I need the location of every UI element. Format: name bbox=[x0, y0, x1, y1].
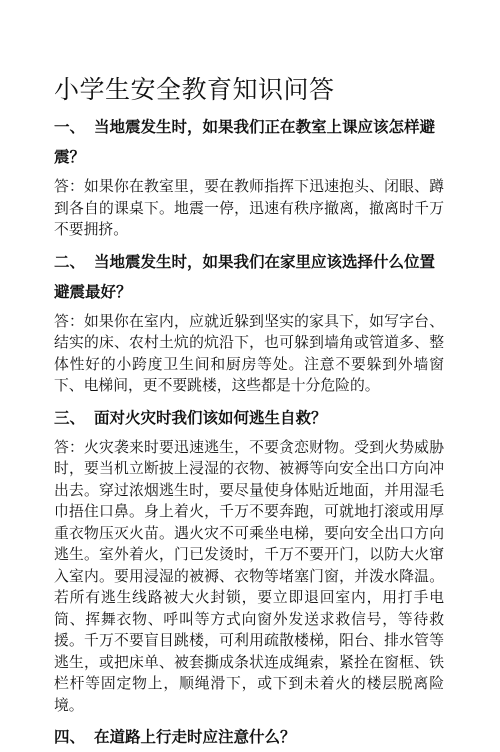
question-1 bbox=[54, 112, 444, 172]
qa-item-2 bbox=[54, 247, 444, 397]
question-text: 面对火灾时我们该如何逃生自救？ bbox=[94, 408, 327, 427]
answer-1: 答：如果你在教室里，要在教师指挥下迅速抱头、闭眼、蹲到各自的课桌下。地震一停，迅速有秩序撤离，撤离时千万不要拥挤。 bbox=[54, 178, 444, 238]
question-number: 四、 bbox=[54, 728, 86, 746]
question-text: 在道路上行走时应注意什么？ bbox=[94, 728, 296, 746]
question-text: 当地震发生时，如果我们正在教室上课应该怎样避震？ bbox=[54, 118, 436, 166]
document-title: 小学生安全教育知识问答 bbox=[54, 75, 335, 104]
qa-item-1 bbox=[54, 112, 444, 241]
question-text: 当地震发生时，如果我们在家里应该选择什么位置避震最好？ bbox=[54, 252, 436, 301]
question-3 bbox=[54, 403, 444, 433]
question-number: 二、 bbox=[54, 252, 86, 271]
qa-item-4 bbox=[54, 722, 444, 752]
answer-2: 答：如果你在室内，应就近躲到坚实的家具下，如写字台、结实的床、农村土炕的炕沿下，也可躲到墙角或管道多、整体性好的小跨度卫生间和厨房等处。注意不要躲到外墙窗下、电梯间，更不要跳楼，这些都是十分危险的。 bbox=[54, 312, 444, 394]
answer-3: 答：火灾袭来时要迅速逃生，不要贪恋财物。受到火势威胁时，要当机立断披上浸湿的衣物、被褥等向安全出口方向冲出去。穿过浓烟逃生时，要尽量使身体贴近地面，并用湿毛巾捂住口鼻。身上着火，千万不要奔跑，可就地打滚或用厚重衣物压灭火苗。遇火灾不可乘坐电梯，要向安全出口方向逃生。室外着火，门已发烫时，千万不要开门，以防大火窜入室内。要用浸湿的被褥、衣物等堵塞门窗，并泼水降温。若所有逃生线路被大火封锁，要立即退回室内，用打手电筒、挥舞衣物、呼叫等方式向窗外发送求救信号，等待救援。千万不要盲目跳楼，可利用疏散楼梯，阳台、排水管等逃生，或把床单、被套撕成条状连成绳索，紧拴在窗框、铁栏杆等固定物上，顺绳滑下，或下到未着火的楼层脱离险境。 bbox=[54, 438, 444, 714]
question-2 bbox=[54, 247, 444, 307]
question-number: 三、 bbox=[54, 408, 86, 427]
document-page bbox=[54, 74, 444, 752]
question-4 bbox=[54, 722, 444, 752]
question-number: 一、 bbox=[54, 118, 86, 136]
qa-item-3 bbox=[54, 403, 444, 717]
